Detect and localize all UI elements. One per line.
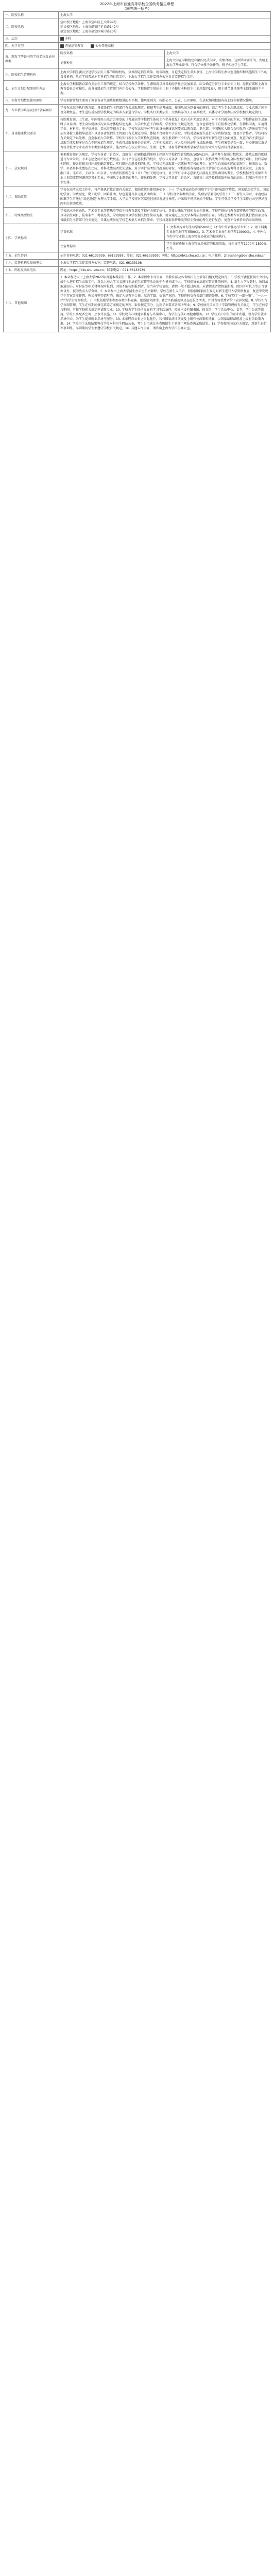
row-health (4, 116, 271, 151)
row-label: 十七、网址及联系电话 (4, 267, 59, 274)
row-value: 上海大学根据教育部有关招生工作的规定，结合学校办学条件、生源情况以及各地经济社会发展需求，综合确定分省分专业招生计划，经教育部和上海市教育委员会审核后，由各省级招生主管部门向社会公布。学校预留少量招生计划（不超过本科招生计划总数的1%），用于调节各地统考上线生源的不平衡。 (59, 81, 271, 97)
row-value: 学校在高考录取工作中，将严格执行教育部有关规定。资助政策具体措施如下：（一）学校对家庭经济困难学生实行国家助学贷款、国家励志奖学金、国家助学金、学费减免、勤工助学、困难补助、绿色通道等多元化资助政策；（二）学校设立多种奖学金，奖励品学兼优的学生；（三）新生入学时，家庭经济困难学生可通过“绿色通道”办理入学手续，入学后学校将对其家庭经济情况进行核实，并采取不同措施给予资助。学生可登录学校学生工作办公室网站查阅相关资助政策。 (59, 187, 271, 208)
row-supervision (4, 260, 271, 267)
row-label: 十二、资助政策 (4, 187, 59, 208)
row-label: 九、专业教学培养及投档录取原则 (4, 105, 59, 116)
row-school-name (4, 12, 271, 19)
row-value: 学校在录取中执行教育部、各省级招生主管部门有关录取规定。根据考生高考成绩，按照从高分到低分的原则，结合考生专业志愿录取，专业志愿之间不设分数级差。考生进校后按照学校规定的培养方案进行学习。学校实行大类招生、大类培养的人才培养模式，具体专业分流办法按学校相关规定执行。 (59, 105, 271, 116)
row-value: 学校预留计划主要用于调节各省生源质量和数量的不平衡，使用原则为：按照公平、公正、公开原则，在录取期间根据各省上线生源情况使用。 (59, 97, 271, 105)
sub-value: 1. 文科类专业每生每学年5000元（不含中外合作办学专业）；2. 理工科类专业每生每学年5500元；3. 艺术类专业每生每学年10000元；4. 中外合作办学专业按上海市物价局核定的标准执行。 (165, 224, 271, 241)
address-line: 延长校区地址：上海市静安区延长路149号 (60, 25, 119, 29)
row-value: 上海大学招生委员会是学校招生工作的领导机构，负责制定招生政策、规章制度，讨论决定招生重大事宜。上海大学招生办公室是组织和实施招生工作的常设机构，负责学校普通本专科招生的日常工作。上海大学招生工作监督办公室负责监督招生工作。 (59, 69, 271, 81)
type-option-2: 公办普通高校 (95, 44, 114, 48)
row-value (59, 43, 271, 50)
checkbox-checked-icon (60, 37, 64, 41)
type-option-1: 普通高等教育 (65, 44, 84, 48)
document-title (3, 2, 271, 11)
level-value: 本科 (65, 37, 72, 41)
charter-table (3, 11, 271, 332)
row-label: 六、院校招生管理机构 (4, 69, 59, 81)
row-label: 十八、其他须知 (4, 274, 59, 332)
page (3, 0, 271, 332)
row-school-type (4, 43, 271, 50)
row-label: 五、颁发学历证书的学校名称及证书种类 (4, 50, 59, 69)
sub-label: 学费标准 (59, 224, 165, 241)
address-line: 宝山校区地址：上海市宝山区上大路99号 (60, 21, 117, 24)
row-website (4, 267, 271, 274)
title-line-2: （同等统一招考） (123, 7, 151, 11)
row-value (59, 19, 271, 36)
row-value[interactable]: 网址：https://bks.shu.edu.cn；联系电话：021-66133939 (59, 267, 271, 274)
row-plan-allocation (4, 81, 271, 97)
row-label: 十一、录取规则 (4, 151, 59, 187)
row-label: 三、层次 (4, 36, 59, 43)
row-label: 十六、监督机构及举报电话 (4, 260, 59, 267)
row-label: 八、预留计划数及使用原则 (4, 97, 59, 105)
sub-value: 上海大学 (165, 50, 271, 57)
row-special-admission (4, 208, 271, 224)
row-admission-rules (4, 151, 271, 187)
row-value: 上海大学 (59, 12, 271, 19)
row-value: 1. 本章程适用于上海大学2022年普通本科招生工作。2. 本章程中未尽事宜，按教育部及各省级招生主管部门相关规定执行。3. 学校不委托任何中介机构或个人进行招生录取工作，对以上海大学名义进行非法招生宣传等活动的中介机构或个人，学校保留依法追究其责任的权利。4. 新生入学报到时，须持录取通知书、身份证等相关材料按时报到。因故不能按期报到者，应当向学校请假，请假一般不超过两周。未请假或者请假逾期者，除因不可抗力等正当事由以外，视为放弃入学资格。5. 本章程由上海大学招生办公室负责解释。学校在新生入学后，将按照国家招生规定对新生进行入学资格复查，复查中发现学生存在弄虚作假、徇私舞弊等情形的，确定为复查不合格，取消学籍；情节严重的，学校将移交有关部门调查处理。6. 学校实行“一部一策”、“一人一档”的学生管理模式。7. 学校鼓励学生参加各类学科竞赛、创新创业活动、社会实践活动以及志愿服务活动，并对表现优秀者给予表彰奖励。8. 学校实行学分制管理，学生在校期间修完培养方案规定的课程，取得规定学分，达到毕业要求者准予毕业。9. 学校执行国家关于学籍管理的有关规定，学生在校学习期间，可按学校相关规定申请转专业。10. 学校为学生提供良好的学习生活条件，校园内设有图书馆、体育馆、学生活动中心、食堂、学生公寓等设施，学生公寓配备空调、热水等设施。11. 学校设有心理健康教育与咨询中心，为学生提供心理健康服务。12. 学校关心学生的职业发展，设有学生就业指导中心，为学生提供就业指导与服务。13. 本章程自公布之日起施行，若与国家法律法规及上级有关政策相抵触，以国家法律法规及上级有关政策为准。14. 学校招生录取结果将在学校本科招生网站公布，考生也可通过各省级招生主管部门网站查询录取结果。15. 学校按照国家有关规定，对新生进行军事训练，军训期间学生须遵守学校有关规定。16. 其他未尽事宜，请咨询上海大学招生办公室。 (59, 274, 271, 332)
sub-value: 学生住宿费按上海市物价局核定的标准收取，每生每学年1200元-1800元不等。 (165, 241, 271, 252)
row-label: 一、院校名称 (4, 12, 59, 19)
address-line: 嘉定校区地址：上海市嘉定区城中路20号 (60, 30, 117, 33)
sub-label: 证书种类 (59, 57, 165, 69)
sub-value: 上海大学在学籍规定年限内完成学业，成绩合格，达到毕业要求的，发给上海大学毕业证书；符合学位授予条件的，授予相应学士学位。 (165, 57, 271, 69)
title-line-1: 2022年上海市普通高等学校全国统考招生章程 (100, 2, 174, 6)
row-financial-aid (4, 187, 271, 208)
row-label: 十四、学费标准 (4, 224, 59, 252)
row-tuition (4, 224, 271, 241)
row-admission-principle (4, 105, 271, 116)
row-value: 上海大学招生工作监督办公室，监督电话：021-66133108 (59, 260, 271, 267)
row-certificate (4, 50, 271, 57)
row-label: 二、院校代码 (4, 19, 59, 36)
row-value: 招生咨询电话：021-66133939、66133938；传真：021-66133939；网址：https://bks.shu.edu.cn；电子邮箱：zhaosheng@oa.shu.edu.cn (59, 252, 271, 260)
row-reserved-plan (4, 97, 271, 105)
row-label: 十三、特殊类型招生 (4, 208, 59, 224)
row-label: 十五、招生咨询 (4, 252, 59, 260)
row-consult (4, 252, 271, 260)
row-admin (4, 69, 271, 81)
row-label: 四、办学类型 (4, 43, 59, 50)
row-value: 按照教育部、卫生部、中国残疾人联合会印发的《普通高等学校招生体检工作指导意见》及有关补充规定执行。对于不宜就读的专业，学校将在招生录取时予以说明。考生身体健康状况以高考体检结论为准，入学后复查不合格者，学校按有关规定处理。色盲色弱考生不宜报考化学类、生物科学类、环境科学类、材料类、电子信息类、美术类等相关专业。学校在录取中对考生的身体健康状况要求以教育部、卫生部、中国残疾人联合会印发的《普通高等学校招生体检工作指导意见》以及各省级招生主管部门有关规定为准，体检不合格者不予录取。学校对录取新生进行入学资格复查，复查不合格者，学校将按有关规定予以处理，直至取消入学资格。学校实行新生入学资格复查制度，新生报到后三个月内，学校将对所有新生进行全面复查，复查内容主要包括：录取手续及程序是否合乎国家招生规定；所获得录取资格是否真实、合乎相关规定；本人及身份证明与录取通知、考生档案等是否一致；身心健康状况是否符合报考专业或者专业类别体检要求，能否保证在校正常学习、生活；艺术、体育等特殊类型录取学生的专业水平是否符合录取要求。 (59, 116, 271, 151)
checkbox-checked-icon (91, 44, 94, 48)
row-label: 七、招生计划分配原则和办法 (4, 81, 59, 97)
sub-label: 院校名称 (59, 50, 165, 57)
checkbox-checked-icon (60, 44, 64, 48)
row-label: 十、身体健康状况要求 (4, 116, 59, 151)
sub-label: 住宿费标准 (59, 241, 165, 252)
row-value: 根据教育部有关规定，学校在各省（自治区、直辖市）的调档比例原则上控制在学校招生计划数的105%以内。进档考生按照分数优先、遵循志愿的原则进行专业录取。专业志愿之间不设分数级差。实行平行志愿投档的批次，学校认可各省（自治区、直辖市）投档成绩中所含的全国性加分项目，投档成绩相同时，按各省相关排序规则确定排位；实行顺序志愿投档的批次，学校优先录取第一志愿报考学校的考生。在考生总成绩相同的情况下，按照语文、数学、外语单科成绩依次比较，单科成绩高者优先录取。对于实行高考综合改革的省份，学校按照各省级招生主管部门公布的选考科目要求录取。上海市、浙江省、北京市、天津市、山东省、海南省按照所在省（市）的有关规定执行。对于所有专业志愿都无法满足且服从调剂的考生，学校根据考生成绩和专业计划完成情况调剂到其他专业；不服从专业调剂的考生，作退档处理。学校认可各省（自治区、直辖市）高考投档成绩中所含的加分，但加分不用于专业安排。 (59, 151, 271, 187)
row-other-notes (4, 274, 271, 332)
row-value (59, 36, 271, 43)
row-value: 学校高水平运动队、艺术类专业等特殊类型招生按教育部及学校有关规定执行，具体办法见学校相关招生简章。学校严格执行教育部特殊类型招生政策，具体招生项目、报名条件、考核办法、录取规则等以学校相关招生简章为准，简章通过上海大学本科招生网站公布。学校艺术类专业招生执行教育部及各省级招生主管部门有关规定，具体办法参见学校艺术类专业招生简章。学校将对取得特殊类型招生资格的考生进行复查，复查不合格者取消录取资格。 (59, 208, 271, 224)
row-level (4, 36, 271, 43)
row-address (4, 19, 271, 36)
